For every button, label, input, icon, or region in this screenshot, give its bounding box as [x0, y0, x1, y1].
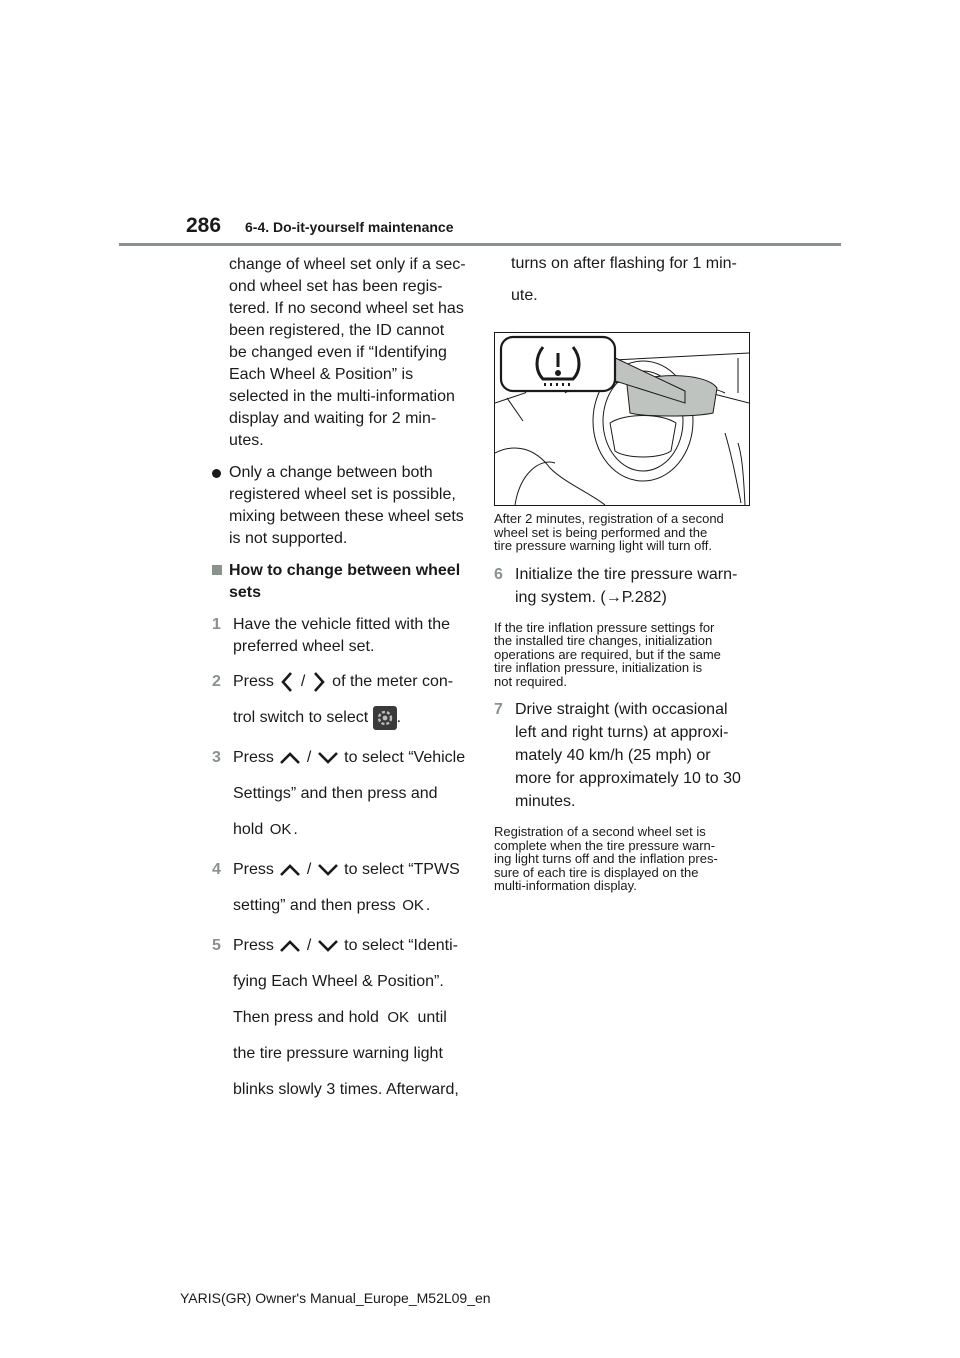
- text-line: Only a change between both: [229, 464, 433, 481]
- text-line: ond wheel set has been regis-: [229, 278, 443, 295]
- text-line: more for approximately 10 to 30: [515, 770, 741, 787]
- ok-button-glyph: OK: [402, 897, 424, 914]
- text: Press: [233, 749, 274, 766]
- intro-paragraph: [212, 254, 474, 452]
- text-line: fying Each Wheel & Position”.: [233, 973, 444, 990]
- text-line: not required.: [494, 673, 567, 689]
- text: of the meter con-: [332, 673, 454, 690]
- bullet-item: [212, 462, 474, 550]
- text: .: [425, 897, 431, 914]
- text-line: sets: [229, 584, 262, 601]
- text-line: tire inflation pressure, initialization is: [494, 660, 703, 675]
- text: /: [306, 749, 312, 766]
- text-line: [233, 888, 474, 924]
- text-line: registered wheel set is possible,: [229, 486, 456, 503]
- gear-icon: [373, 706, 397, 730]
- step-number: 7: [494, 701, 503, 718]
- step-number: 1: [212, 616, 221, 633]
- text: trol switch to select: [233, 709, 369, 726]
- step-6: [494, 563, 754, 609]
- text: /: [300, 673, 306, 690]
- text-line: be changed even if “Identifying: [229, 344, 447, 361]
- text-line: Have the vehicle fitted with the: [233, 616, 451, 633]
- chevron-left-icon: [278, 670, 296, 694]
- text-line: turns on after flashing for 1 min-: [511, 255, 737, 272]
- step-number: 5: [212, 937, 221, 954]
- text-line: left and right turns) at approxi-: [515, 724, 729, 741]
- bullet-dot-icon: [212, 469, 221, 478]
- text-line: tered. If no second wheel set has: [229, 300, 464, 317]
- text: to select “Vehicle: [344, 749, 466, 766]
- ok-button-glyph: OK: [387, 1009, 410, 1026]
- step-number: 2: [212, 673, 221, 690]
- text-line: multi-information display.: [494, 878, 637, 893]
- text-line: ute.: [511, 287, 538, 304]
- step-4: [212, 852, 474, 924]
- chevron-down-icon: [316, 938, 340, 954]
- chevron-right-icon: [310, 670, 328, 694]
- text-line: [233, 664, 474, 700]
- chevron-down-icon: [316, 750, 340, 766]
- text-line: [233, 852, 474, 888]
- heading-square-icon: [212, 565, 222, 575]
- text: /: [306, 937, 312, 954]
- chevron-up-icon: [278, 938, 302, 954]
- text-line: operations are required, but if the same: [494, 646, 721, 662]
- subsection-heading: [212, 560, 474, 604]
- header-rule: [119, 243, 841, 246]
- text-line: Settings” and then press and: [233, 785, 438, 802]
- text-line: selected in the multi-information: [229, 388, 455, 405]
- text-line: After 2 minutes, registration of a second: [494, 511, 724, 526]
- chevron-up-icon: [278, 750, 302, 766]
- text-line: ing light turns off and the inflation pres-: [494, 851, 718, 866]
- page-reference-link[interactable]: ing system. (→P.282): [515, 588, 667, 606]
- text: Press: [233, 937, 274, 954]
- text-line: Initialize the tire pressure warn-: [515, 565, 738, 583]
- text: to select “TPWS: [344, 861, 460, 878]
- text: .: [293, 821, 298, 838]
- text-line: utes.: [229, 432, 264, 449]
- right-column: [494, 254, 754, 893]
- page-header: [0, 0, 960, 250]
- text-line: Registration of a second wheel set is: [494, 824, 706, 839]
- continued-paragraph: [494, 248, 754, 312]
- text: until: [417, 1009, 447, 1026]
- text-line: blinks slowly 3 times. Afterward,: [233, 1081, 459, 1098]
- step-number: 4: [212, 861, 221, 878]
- dashboard-drawing: [495, 333, 749, 505]
- text-line: How to change between wheel: [229, 562, 461, 579]
- text-line: [233, 812, 474, 848]
- text-line: [233, 740, 474, 776]
- text-line: mixing between these wheel sets: [229, 508, 464, 525]
- figure-caption: [494, 512, 754, 553]
- text: Press: [233, 673, 274, 690]
- text-line: [233, 1000, 474, 1036]
- text-line: Each Wheel & Position” is: [229, 366, 414, 383]
- text-line: change of wheel set only if a sec-: [229, 256, 466, 273]
- text-line: the tire pressure warning light: [233, 1045, 443, 1062]
- text-line: preferred wheel set.: [233, 638, 375, 655]
- text: /: [306, 861, 312, 878]
- text-line: mately 40 km/h (25 mph) or: [515, 747, 711, 764]
- text-line: is not supported.: [229, 530, 348, 547]
- step-1: [212, 614, 474, 658]
- page-footer: YARIS(GR) Owner's Manual_Europe_M52L09_en: [180, 1290, 491, 1306]
- step-number: 6: [494, 565, 503, 583]
- text-line: complete when the tire pressure warn-: [494, 837, 716, 853]
- text-line: been registered, the ID cannot: [229, 322, 445, 339]
- page-number: 286: [186, 214, 222, 237]
- text: hold: [233, 821, 264, 838]
- text: Press: [233, 861, 274, 878]
- dashboard-illustration: [494, 332, 750, 506]
- chevron-down-icon: [316, 862, 340, 878]
- left-column: [212, 254, 474, 1108]
- note-paragraph: [494, 825, 754, 893]
- text-line: minutes.: [515, 793, 576, 810]
- text-line: the installed tire changes, initialization: [494, 633, 713, 648]
- text-line: tire pressure warning light will turn off.: [494, 538, 712, 553]
- text: .: [396, 709, 402, 726]
- text-line: [233, 928, 474, 964]
- step-3: [212, 740, 474, 848]
- text-line: [233, 700, 474, 736]
- text-line: Drive straight (with occasional: [515, 701, 728, 718]
- step-7: [494, 698, 754, 813]
- text-line: sure of each tire is displayed on the: [494, 864, 699, 880]
- text: to select “Identi-: [344, 937, 458, 954]
- step-number: 3: [212, 749, 221, 766]
- chevron-up-icon: [278, 862, 302, 878]
- step-2: [212, 664, 474, 736]
- text-line: display and waiting for 2 min-: [229, 410, 437, 427]
- section-title: 6-4. Do-it-yourself maintenance: [245, 219, 454, 235]
- text: setting” and then press: [233, 897, 396, 914]
- text-line: If the tire inflation pressure settings for: [494, 619, 715, 635]
- text-line: wheel set is being performed and the: [494, 524, 708, 540]
- text: Then press and hold: [233, 1009, 379, 1026]
- note-paragraph: [494, 621, 754, 689]
- ok-button-glyph: OK: [269, 821, 292, 838]
- step-5: [212, 928, 474, 1108]
